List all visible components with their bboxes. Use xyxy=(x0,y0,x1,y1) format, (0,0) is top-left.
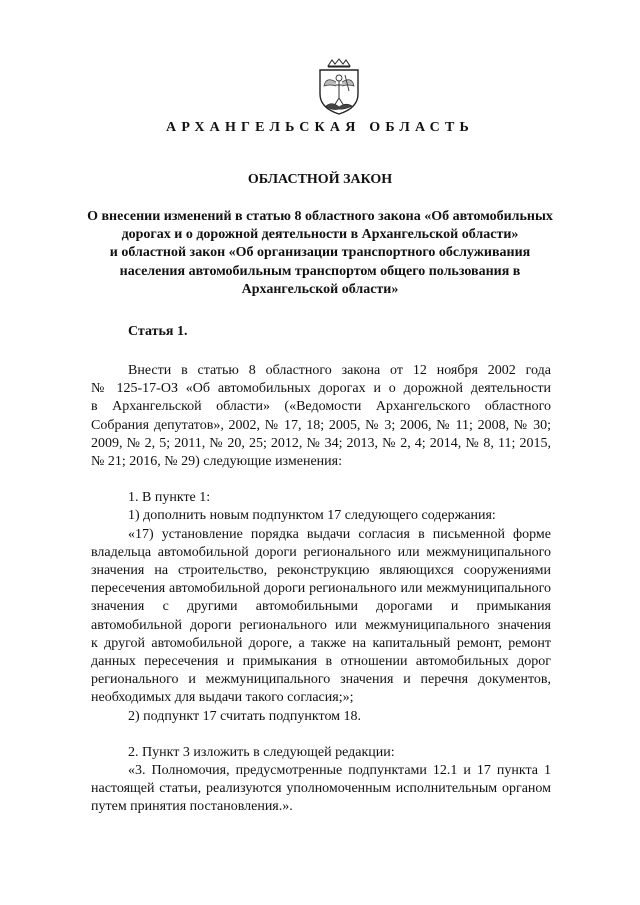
law-title-line: населения автомобильным транспортом общего пользования в xyxy=(119,263,521,279)
quote-line: настоящей статьи, реализуются уполномоченным исполнительным органом xyxy=(91,781,551,797)
quote-line: путем принятия постановления.». xyxy=(91,799,293,815)
law-title xyxy=(80,208,560,299)
quote-line: регионального и межмуниципального значения и перечня документов, xyxy=(91,672,551,688)
quote-line: данных пересечения и примыкания в отношении автомобильных дорог xyxy=(91,654,551,670)
point2-heading: 2. Пункт 3 изложить в следующей редакции: xyxy=(128,744,395,760)
quote-line: «17) установление порядка выдачи согласия в письменной форме xyxy=(128,526,551,542)
law-type: ОБЛАСТНОЙ ЗАКОН xyxy=(247,172,393,187)
article-body xyxy=(91,362,551,817)
quote-line: значения с другими автомобильными дорогами и примыкания xyxy=(91,599,551,615)
intro-line: № 125-17-ОЗ «Об автомобильных дорогах и о дорожной деятельности xyxy=(91,381,551,397)
intro-line: 2009, № 2, 5; 2011, № 20, 25; 2012, № 34; 2013, № 2, 4; 2014, № 8, 11; 2015, xyxy=(91,435,551,451)
quote-line: значения на строительство, реконструкцию являющихся сооружениями xyxy=(91,563,551,579)
paragraph-gap xyxy=(91,471,551,489)
intro-line: Внести в статью 8 областного закона от 12 ноября 2002 года xyxy=(128,363,551,378)
quote-line: владельца автомобильной дороги регионального или межмуниципального xyxy=(91,544,551,560)
point1-subpoint: 2) подпункт 17 считать подпунктом 18. xyxy=(128,708,362,724)
intro-line: в Архангельской области» («Ведомости Архангельского областного xyxy=(91,399,551,415)
intro-line: № 21; 2016, № 29) следующие изменения: xyxy=(91,454,342,470)
region-name: АРХАНГЕЛЬСКАЯ ОБЛАСТЬ xyxy=(166,120,474,135)
law-title-line: Архангельской области» xyxy=(241,281,399,297)
quote-line: к другой автомобильной дороге, а также на капитальный ремонт, ремонт xyxy=(91,635,551,651)
point1-heading: 1. В пункте 1: xyxy=(128,490,211,506)
quote-line: необходимых для выдачи такого согласия;»; xyxy=(91,690,354,706)
law-title-line: и областной закон «Об организации транспортного обслуживания xyxy=(109,245,531,261)
article-heading: Статья 1. xyxy=(128,324,188,339)
coat-of-arms-icon xyxy=(314,58,364,116)
quote-line: пересечения автомобильной дороги регионального или межмуниципального xyxy=(91,581,551,597)
quote-line: «3. Полномочия, предусмотренные подпунктами 12.1 и 17 пункта 1 xyxy=(128,763,551,779)
law-title-line: дорогах и о дорожной деятельности в Архангельской области» xyxy=(121,227,519,243)
law-title-line: О внесении изменений в статью 8 областного закона «Об автомобильных xyxy=(87,209,553,224)
quote-line: автомобильной дороги регионального или межмуниципального значения xyxy=(91,617,551,633)
intro-line: Собрания депутатов», 2002, № 17, 18; 2005, № 3; 2006, № 11; 2008, № 30; xyxy=(91,417,551,433)
paragraph-gap xyxy=(91,726,551,744)
point1-subpoint: 1) дополнить новым подпунктом 17 следующего содержания: xyxy=(128,508,496,524)
